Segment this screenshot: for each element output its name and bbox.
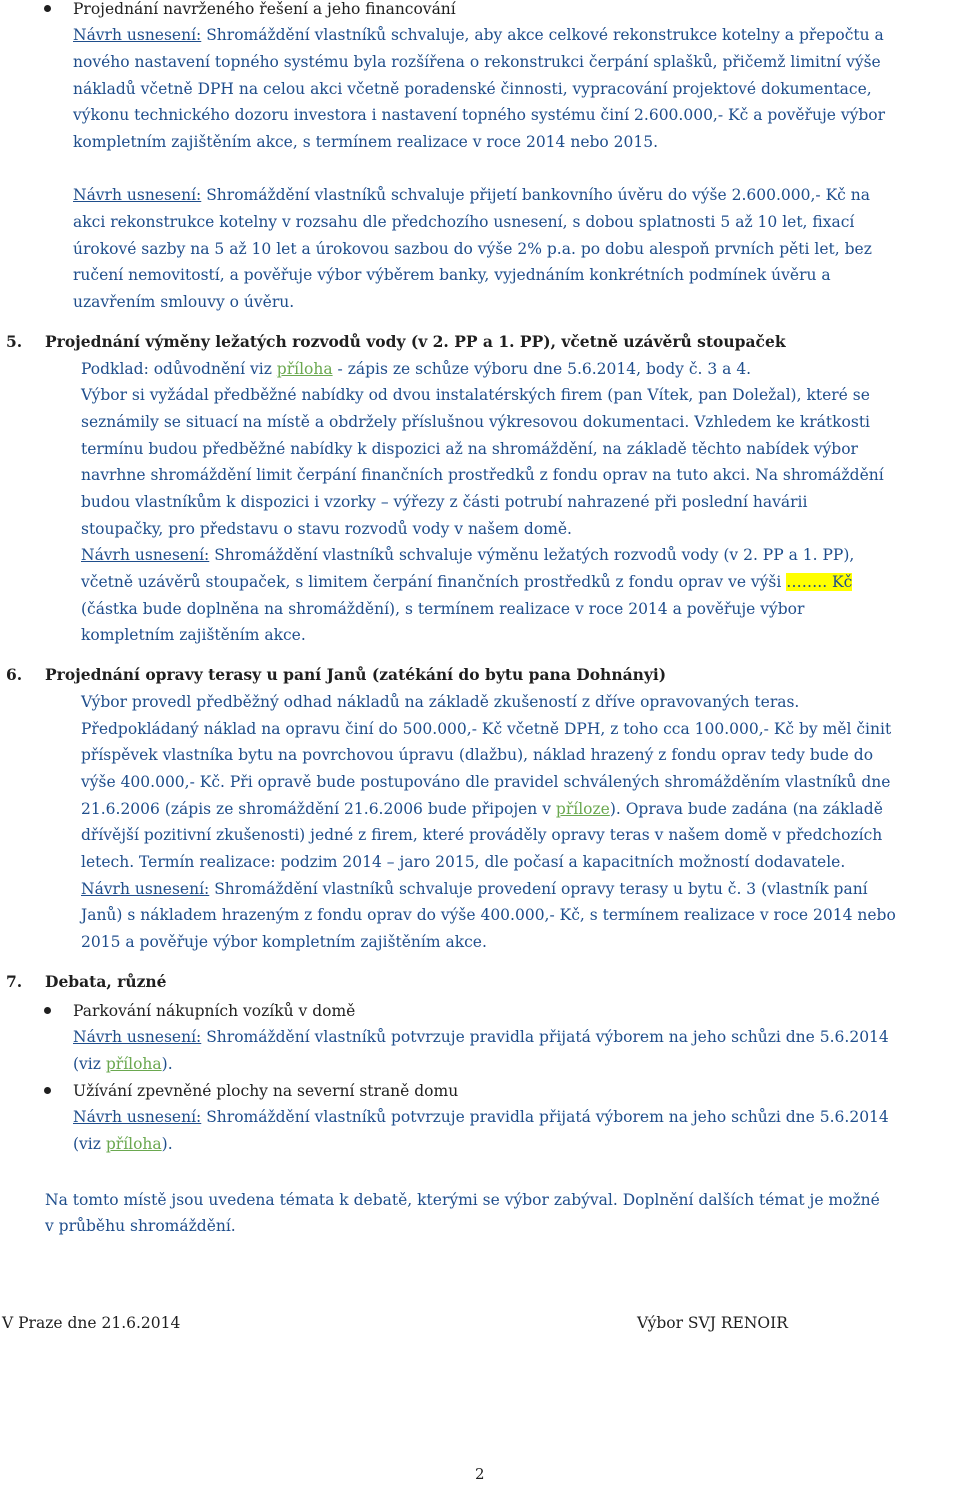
attachment-link[interactable]: příloha [276, 360, 333, 378]
page-number: 2 [475, 1465, 485, 1483]
resolution-1-line-5: kompletním zajištěním akce, s termínem realizace v roce 2014 nebo 2015. [73, 133, 659, 151]
bullet-icon [44, 5, 51, 12]
bullet-icon [44, 1007, 51, 1014]
section-7-title: Debata, různé [45, 972, 167, 991]
section-7-item-2-resolution: Návrh usnesení: Shromáždění vlastníků potvrzuje pravidla přijatá výborem na jeho schůzi dne 5.6.2014 [73, 1108, 889, 1126]
resolution-2-line-3: úrokové sazby na 5 až 10 let a úrokovou sazbou do výše 2% p.a. po dobu alespoň prvních pěti let, bez [73, 240, 872, 258]
section-6-body-1: Výbor provedl předběžný odhad nákladů na základě zkušeností z dříve opravovaných teras. [81, 693, 800, 711]
resolution-1-line-4: výkonu technického dozoru investora i nastavení topného systému činí 2.600.000,- Kč a pověřuje výbor [73, 106, 886, 124]
resolution-label: Návrh usnesení: [73, 186, 202, 204]
signature: Výbor SVJ RENOIR [637, 1314, 788, 1332]
resolution-1-line-3: nákladů včetně DPH na celou akci včetně poradenské činnosti, vypracování projektové dokumentace, [73, 80, 872, 98]
section-5-body-6: stoupačky, pro představu o stavu rozvodů vody v našem domě. [81, 520, 572, 538]
section-6-body-4: výše 400.000,- Kč. Při opravě bude postupováno dle pravidel schválených shromážděním vlastníků dne [81, 773, 891, 791]
section-7-item-1-viz: (viz příloha). [73, 1055, 173, 1073]
bullet-icon [44, 1087, 51, 1094]
resolution-label: Návrh usnesení: [73, 1028, 202, 1046]
section-7-item-2-title: Užívání zpevněné plochy na severní straně domu [73, 1082, 459, 1100]
section-6-body-7: letech. Termín realizace: podzim 2014 – jaro 2015, dle počasí a kapacitních možností dodavatele. [81, 853, 846, 871]
section-5-resolution-3: (částka bude doplněna na shromáždění), s termínem realizace v roce 2014 a pověřuje výbor [81, 600, 805, 618]
resolution-1-line-1: Návrh usnesení: Shromáždění vlastníků schvaluje, aby akce celkové rekonstrukce kotelny a přepočtu a [73, 26, 884, 44]
section-7-item-1-resolution: Návrh usnesení: Shromáždění vlastníků potvrzuje pravidla přijatá výborem na jeho schůzi dne 5.6.2014 [73, 1028, 889, 1046]
resolution-1-line-2: nového nastavení topného systému byla rozšířena o rekonstrukci čerpání splašků, přičemž limitní výše [73, 53, 881, 71]
section-6-body-5: 21.6.2006 (zápis ze shromáždění 21.6.2006 bude připojen v příloze). Oprava bude zadána (na základě [81, 800, 883, 818]
section-6-resolution-1: Návrh usnesení: Shromáždění vlastníků schvaluje provedení opravy terasy u bytu č. 3 (vlastník paní [81, 880, 868, 898]
resolution-label: Návrh usnesení: [81, 546, 210, 564]
section-7-number: 7. [6, 972, 23, 991]
section-7-item-2-viz: (viz příloha). [73, 1135, 173, 1153]
section-7-note-1: Na tomto místě jsou uvedena témata k debatě, kterými se výbor zabýval. Doplnění dalších témat je možné [45, 1191, 880, 1209]
resolution-2-line-4: ručení nemovitostí, a pověřuje výbor výběrem banky, vyjednáním konkrétních podmínek úvěru a [73, 266, 831, 284]
resolution-label: Návrh usnesení: [73, 1108, 202, 1126]
resolution-2-line-2: akci rekonstrukce kotelny v rozsahu dle předchozího usnesení, s dobou splatnosti 5 až 10 let, fixací [73, 213, 855, 231]
amount-placeholder: …….. Kč [786, 573, 853, 591]
section-7-note-2: v průběhu shromáždění. [45, 1217, 236, 1235]
section-5-body-5: budou vlastníkům k dispozici i vzorky – výřezy z části potrubí nahrazené při poslední havárii [81, 493, 808, 511]
section-5-body-2: seznámily se situací na místě a obdržely příslušnou výkresovou dokumentaci. Vzhledem ke krátkosti [81, 413, 871, 431]
section-6-body-6: dřívější pozitivní zkušenosti) jedné z firem, které prováděly opravy teras v našem domě v předchozích [81, 826, 883, 844]
section-6-title: Projednání opravy terasy u paní Janů (zatékání do bytu pana Dohnányi) [45, 665, 667, 684]
place-date: V Praze dne 21.6.2014 [2, 1314, 181, 1332]
section-5-body-4: navrhne shromáždění limit čerpání finančních prostředků z fondu oprav na tuto akci. Na shromáždění [81, 466, 884, 484]
attachment-link[interactable]: příloha [105, 1135, 162, 1153]
section-7-item-1-title: Parkování nákupních vozíků v domě [73, 1002, 356, 1020]
section-6-body-3: příspěvek vlastníka bytu na povrchovou úpravu (dlažbu), náklad hrazený z fondu oprav tedy bude do [81, 746, 874, 764]
section-5-number: 5. [6, 332, 23, 351]
section-5-resolution-4: kompletním zajištěním akce. [81, 626, 306, 644]
attachment-link[interactable]: příloze [555, 800, 610, 818]
section-6-resolution-2: Janů) s nákladem hrazeným z fondu oprav do výše 400.000,- Kč, s termínem realizace v roce 2014 nebo [81, 906, 896, 924]
section-6-body-2: Předpokládaný náklad na opravu činí do 500.000,- Kč včetně DPH, z toho cca 100.000,- Kč by měl činit [81, 720, 892, 738]
section-5-resolution-2: včetně uzávěrů stoupaček, s limitem čerpání finančních prostředků z fondu oprav ve výši …….. Kč [81, 573, 853, 591]
bullet-item: Projednání navrženého řešení a jeho financování [73, 0, 456, 18]
attachment-link[interactable]: příloha [105, 1055, 162, 1073]
resolution-label: Návrh usnesení: [81, 880, 210, 898]
section-6-number: 6. [6, 665, 23, 684]
section-5-resolution-1: Návrh usnesení: Shromáždění vlastníků schvaluje výměnu ležatých rozvodů vody (v 2. PP a 1. PP), [81, 546, 855, 564]
section-5-title: Projednání výměny ležatých rozvodů vody (v 2. PP a 1. PP), včetně uzávěrů stoupaček [45, 332, 786, 351]
resolution-2-line-5: uzavřením smlouvy o úvěru. [73, 293, 295, 311]
section-5-body-1: Výbor si vyžádal předběžné nabídky od dvou instalatérských firem (pan Vítek, pan Doležal), které se [81, 386, 870, 404]
resolution-2-line-1: Návrh usnesení: Shromáždění vlastníků schvaluje přijetí bankovního úvěru do výše 2.600.000,- Kč na [73, 186, 870, 204]
section-5-basis: Podklad: odůvodnění viz příloha - zápis ze schůze výboru dne 5.6.2014, body č. 3 a 4. [81, 360, 752, 378]
section-6-resolution-3: 2015 a pověřuje výbor kompletním zajištěním akce. [81, 933, 487, 951]
section-5-body-3: termínu budou předběžné nabídky k dispozici až na shromáždění, na základě těchto nabídek výbor [81, 440, 858, 458]
resolution-label: Návrh usnesení: [73, 26, 202, 44]
